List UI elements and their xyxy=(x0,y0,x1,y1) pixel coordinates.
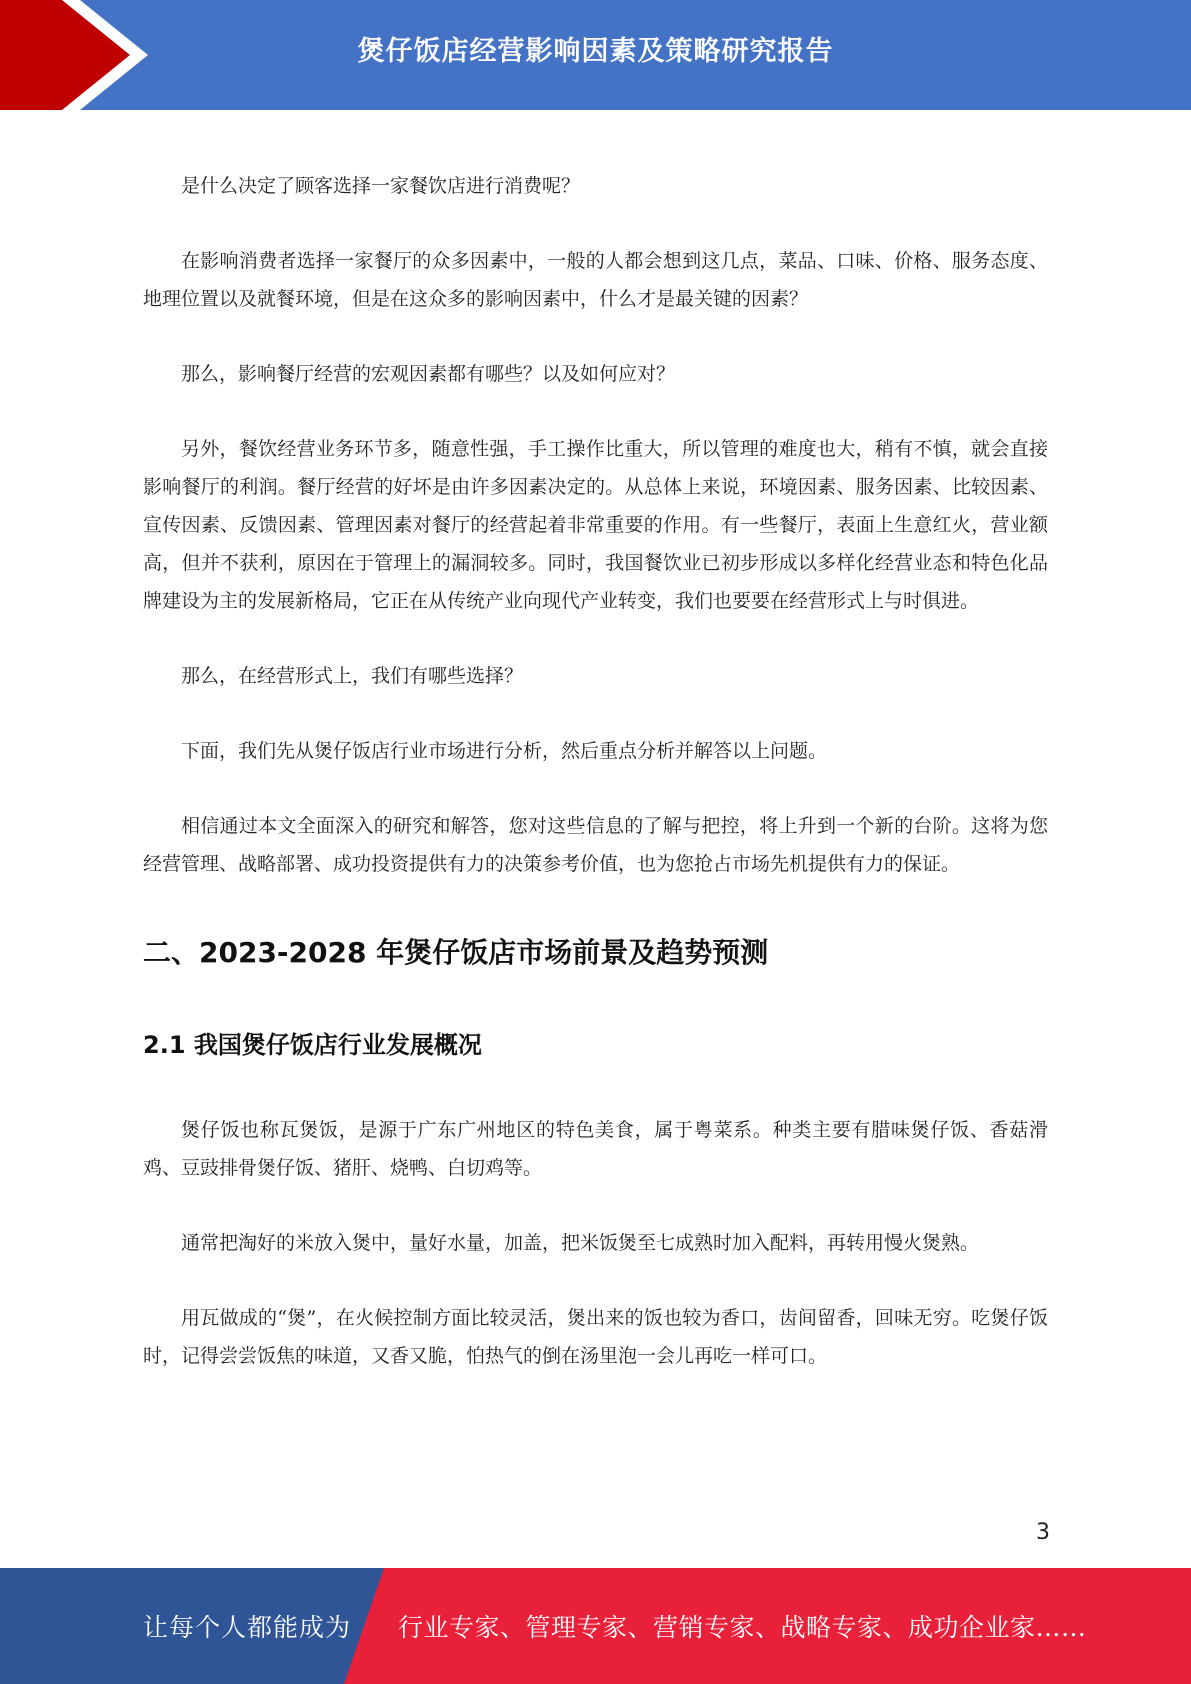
paragraph: 用瓦做成的“煲”，在火候控制方面比较灵活，煲出来的饭也较为香口，齿间留香，回味无穷。吃煲仔饭时，记得尝尝饭焦的味道，又香又脆，怕热气的倒在汤里泡一会儿再吃一样可口。 xyxy=(143,1307,1048,1367)
page-header xyxy=(0,0,1191,110)
paragraph: 下面，我们先从煲仔饭店行业市场进行分析，然后重点分析并解答以上问题。 xyxy=(181,740,828,762)
page-content xyxy=(143,167,1048,1412)
page-number: 3 xyxy=(1036,1520,1050,1545)
paragraph: 相信通过本文全面深入的研究和解答，您对这些信息的了解与把控，将上升到一个新的台阶。这将为您经营管理、战略部署、成功投资提供有力的决策参考价值，也为您抢占市场先机提供有力的保证。 xyxy=(143,815,1048,875)
paragraph: 通常把淘好的米放入煲中，量好水量，加盖，把米饭煲至七成熟时加入配料，再转用慢火煲熟。 xyxy=(181,1232,980,1254)
paragraph: 是什么决定了顾客选择一家餐饮店进行消费呢？ xyxy=(181,175,581,197)
paragraph: 在影响消费者选择一家餐厅的众多因素中，一般的人都会想到这几点，菜品、口味、价格、服务态度、地理位置以及就餐环境，但是在这众多的影响因素中，什么才是最关键的因素？ xyxy=(143,250,1048,310)
paragraph: 另外，餐饮经营业务环节多，随意性强，手工操作比重大，所以管理的难度也大，稍有不慎，就会直接影响餐厅的利润。餐厅经营的好坏是由许多因素决定的。从总体上来说，环境因素、服务因素、比较因素、宣传因素、反馈因素、管理因素对餐厅的经营起着非常重要的作用。有一些餐厅，表面上生意红火，营业额高，但并不获利，原因在于管理上的漏洞较多。同时，我国餐饮业已初步形成以多样化经营业态和特色化品牌建设为主的发展新格局，它正在从传统产业向现代产业转变，我们也要要在经营形式上与时俱进。 xyxy=(143,438,1048,612)
paragraph: 那么，影响餐厅经营的宏观因素都有哪些？以及如何应对？ xyxy=(181,363,676,385)
paragraph: 煲仔饭也称瓦煲饭，是源于广东广州地区的特色美食，属于粤菜系。种类主要有腊味煲仔饭、香菇滑鸡、豆豉排骨煲仔饭、猪肝、烧鸭、白切鸡等。 xyxy=(143,1119,1048,1179)
subsection-heading: 2.1 我国煲仔饭店行业发展概况 xyxy=(143,1031,482,1059)
footer-slogan-left: 让每个人都能成为 xyxy=(143,1613,352,1642)
page-footer xyxy=(0,1568,1191,1684)
paragraph: 那么，在经营形式上，我们有哪些选择？ xyxy=(181,665,524,687)
section-heading: 二、2023-2028 年煲仔饭店市场前景及趋势预测 xyxy=(143,936,769,969)
footer-slogan-right: 行业专家、管理专家、营销专家、战略专家、成功企业家…… xyxy=(398,1613,1087,1642)
header-title: 煲仔饭店经营影响因素及策略研究报告 xyxy=(357,35,834,67)
